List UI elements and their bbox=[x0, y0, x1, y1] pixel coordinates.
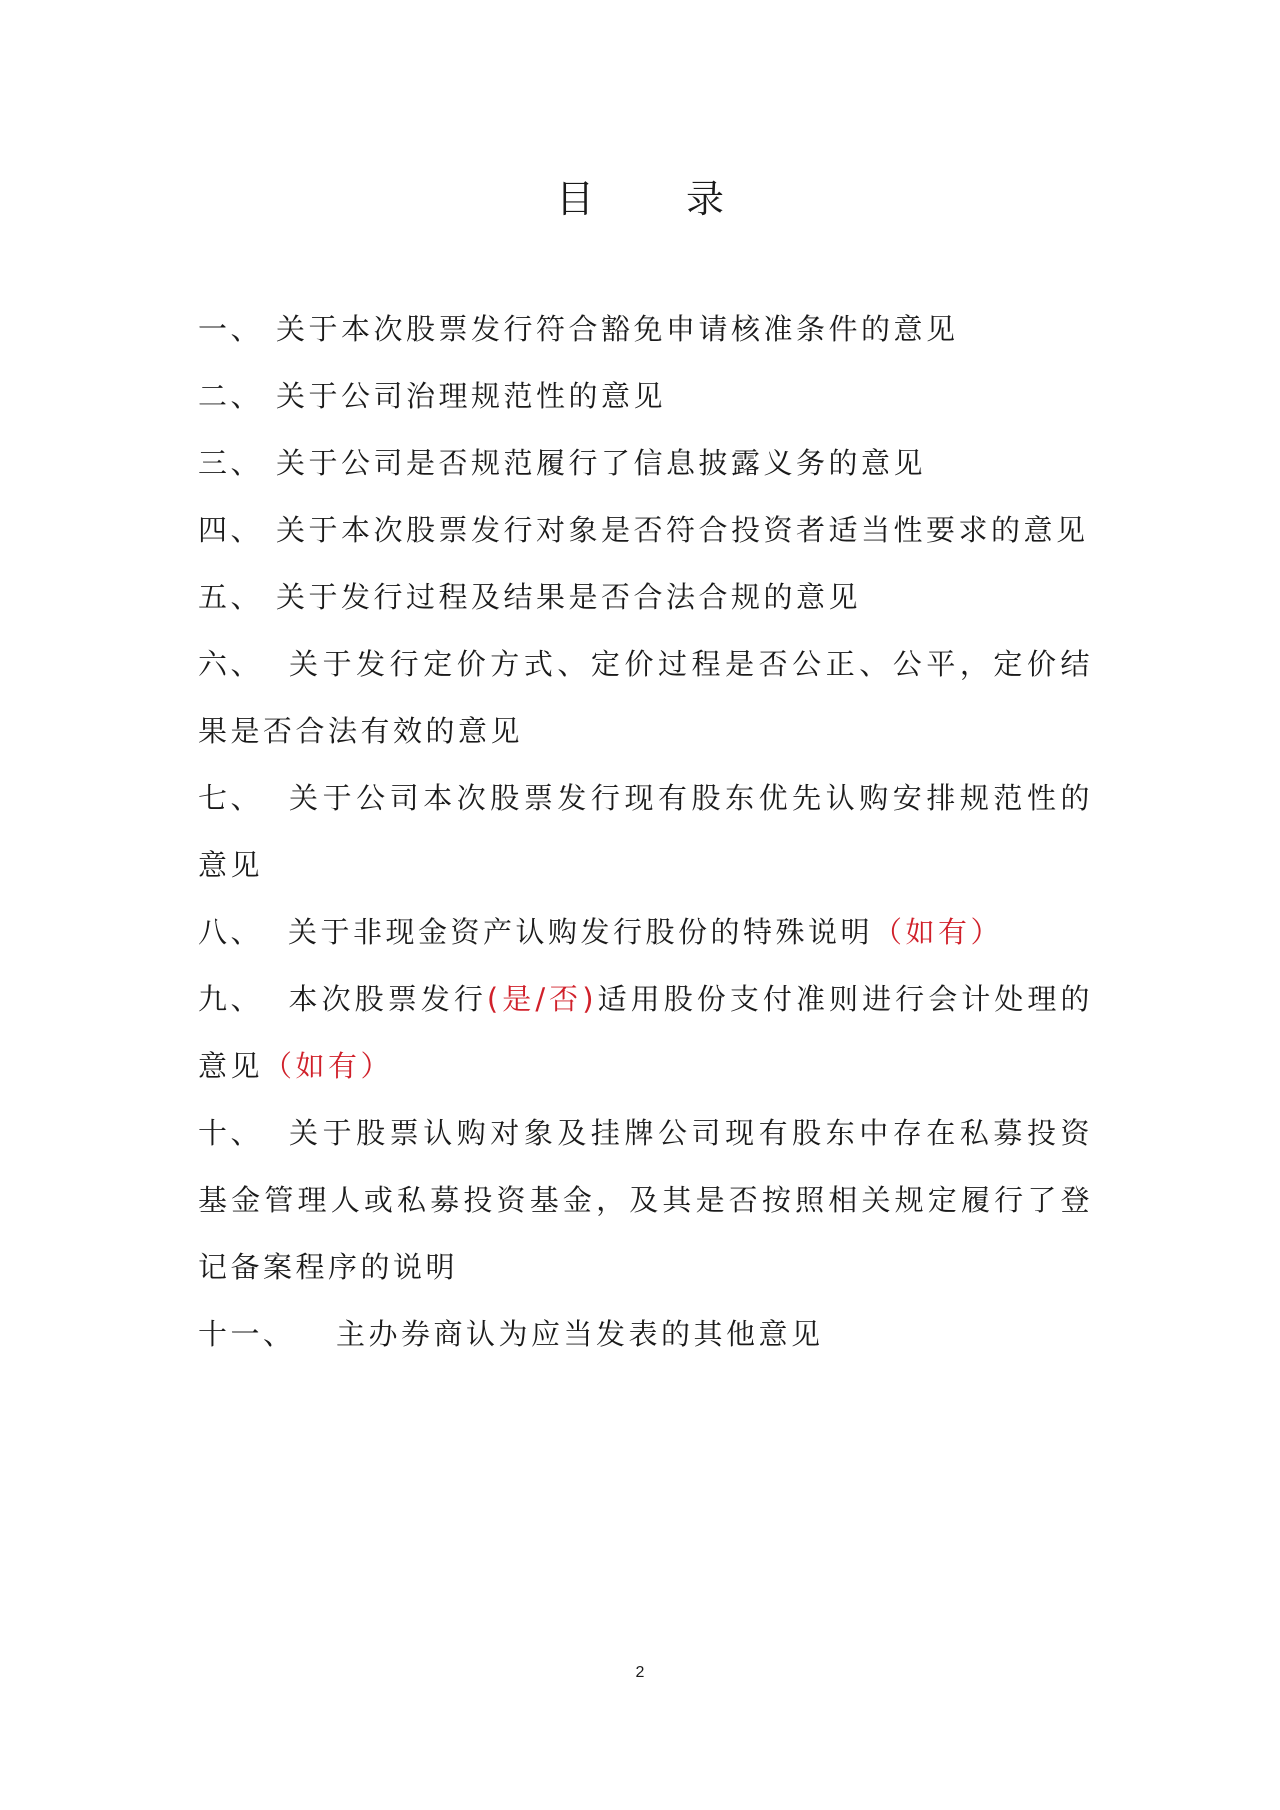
toc-entry-number: 十、 bbox=[198, 1116, 264, 1150]
toc-entry-number: 七、 bbox=[198, 781, 264, 815]
toc-entry[interactable] bbox=[198, 497, 1093, 564]
toc-entry-number: 四、 bbox=[198, 513, 264, 547]
toc-entry-text: 主办券商认为应当发表的其他意见 bbox=[336, 1317, 824, 1351]
toc-entry-number: 三、 bbox=[198, 446, 264, 480]
toc-entry-title: 适用股份支付准则进行会计处理的意见 bbox=[198, 982, 1093, 1083]
toc-entry[interactable] bbox=[198, 765, 1093, 899]
toc-entry[interactable] bbox=[198, 1301, 1093, 1368]
toc-entry-text: 关于本次股票发行符合豁免申请核准条件的意见 bbox=[276, 312, 959, 346]
toc-entry-number: 二、 bbox=[198, 379, 264, 413]
toc-entry-text: 关于发行定价方式、定价过程是否公正、公平，定价结果是否合法有效的意见 bbox=[198, 647, 1093, 748]
toc-entry-note: （如有） bbox=[873, 915, 1004, 949]
toc-entry-number: 八、 bbox=[198, 915, 264, 949]
toc-entry[interactable] bbox=[198, 430, 1093, 497]
table-of-contents bbox=[198, 296, 1093, 1368]
toc-entry-text: 关于股票认购对象及挂牌公司现有股东中存在私募投资基金管理人或私募投资基金，及其是否按照相关规定履行了登记备案程序的说明 bbox=[198, 1116, 1093, 1284]
toc-entry[interactable] bbox=[198, 564, 1093, 631]
toc-entry-text bbox=[288, 899, 1003, 966]
toc-entry-text: 关于公司是否规范履行了信息披露义务的意见 bbox=[276, 446, 927, 480]
toc-entry-text: 关于公司本次股票发行现有股东优先认购安排规范性的意见 bbox=[198, 781, 1093, 882]
toc-entry[interactable] bbox=[198, 631, 1093, 765]
toc-entry-number: 六、 bbox=[198, 647, 264, 681]
toc-entry-note: （如有） bbox=[263, 1049, 394, 1083]
toc-entry-number: 九、 bbox=[198, 982, 264, 1016]
toc-entry-text: 关于发行过程及结果是否合法合规的意见 bbox=[276, 580, 862, 614]
toc-entry-text: 关于公司治理规范性的意见 bbox=[276, 379, 667, 413]
toc-entry-number: 十一、 bbox=[198, 1317, 296, 1351]
toc-entry-text: 关于本次股票发行对象是否符合投资者适当性要求的意见 bbox=[276, 513, 1089, 547]
toc-entry[interactable] bbox=[198, 363, 1093, 430]
toc-entry[interactable] bbox=[198, 1100, 1093, 1301]
page-number: 2 bbox=[635, 1664, 645, 1681]
toc-entry-title: 本次股票发行 bbox=[288, 982, 487, 1016]
toc-entry[interactable] bbox=[198, 296, 1093, 363]
toc-entry-note: (是/否) bbox=[486, 982, 598, 1016]
toc-entry[interactable] bbox=[198, 899, 1093, 966]
toc-entry-number: 五、 bbox=[198, 580, 264, 614]
toc-entry-title: 关于非现金资产认购发行股份的特殊说明 bbox=[288, 915, 874, 949]
toc-entry[interactable] bbox=[198, 966, 1093, 1100]
page-title: 目 录 bbox=[555, 177, 765, 221]
toc-entry-number: 一、 bbox=[198, 312, 264, 346]
